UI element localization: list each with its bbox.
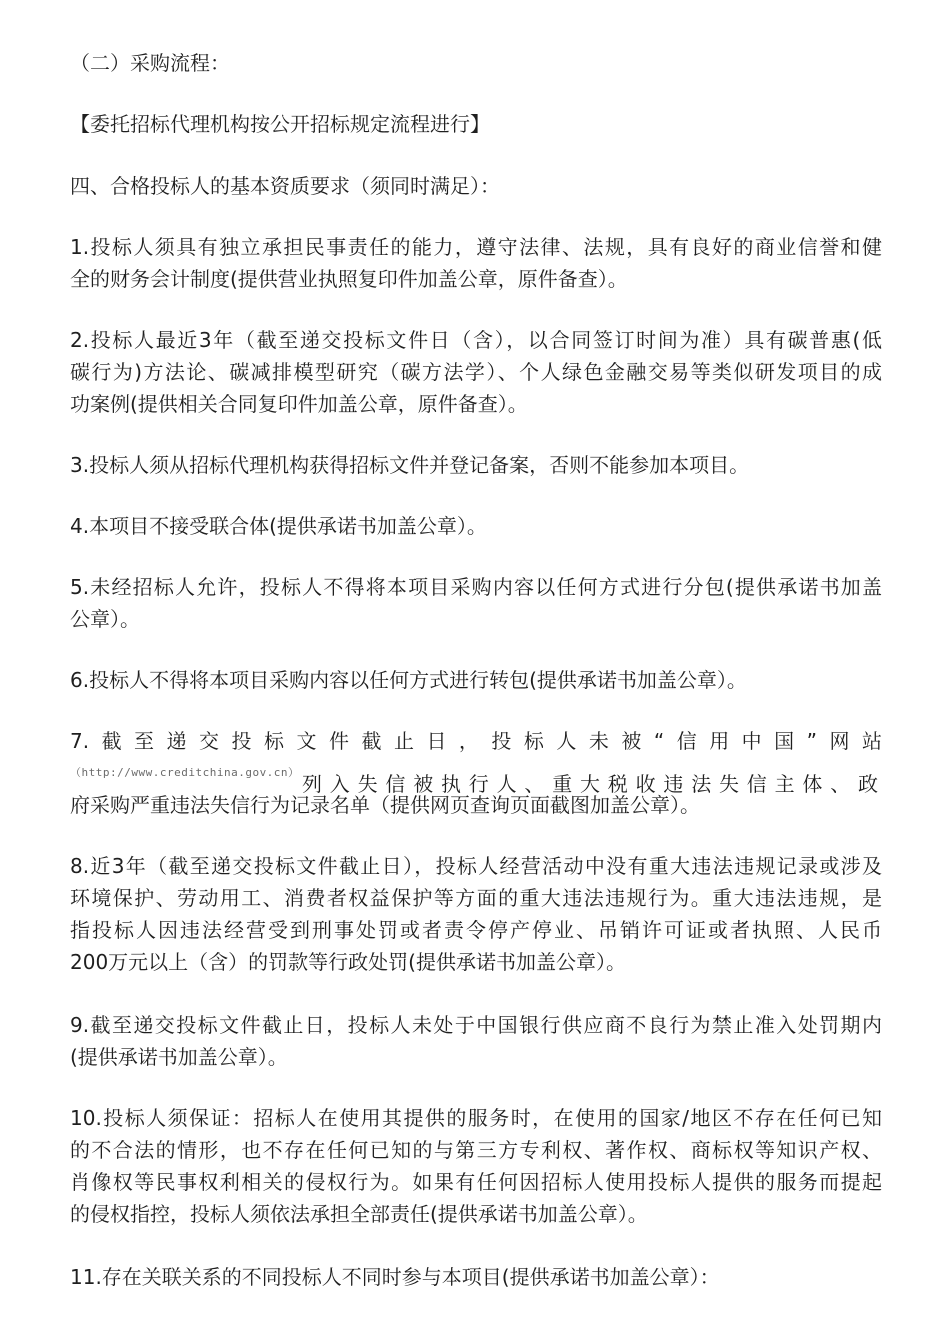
req-10-line-1: 10.投标人须保证：招标人在使用其提供的服务时，在使用的国家/地区不存在任何已知	[70, 1106, 882, 1130]
req-7-line-3: 府采购严重违法失信行为记录名单（提供网页查询页面截图加盖公章）。	[70, 793, 700, 817]
section-heading-procurement-process: （二）采购流程：	[70, 51, 230, 75]
req-10-line-4: 的侵权指控，投标人须依法承担全部责任(提供承诺书加盖公章）。	[70, 1202, 648, 1226]
req-5-line-2: 公章）。	[70, 607, 140, 631]
req-11-line-1: 11.存在关联关系的不同投标人不同时参与本项目(提供承诺书加盖公章）：	[70, 1265, 720, 1289]
procurement-process-note: 【委托招标代理机构按公开招标规定流程进行】	[70, 112, 490, 136]
req-2-line-2: 碳行为)方法论、碳减排模型研究（碳方法学）、个人绿色金融交易等类似研发项目的成	[70, 360, 882, 384]
req-10-line-3: 肖像权等民事权利相关的侵权行为。如果有任何因招标人使用投标人提供的服务而提起	[70, 1170, 882, 1194]
req-9-line-1: 9.截至递交投标文件截止日，投标人未处于中国银行供应商不良行为禁止准入处罚期内	[70, 1013, 882, 1037]
req-8-line-3: 指投标人因违法经营受到刑事处罚或者责令停产停业、吊销许可证或者执照、人民币	[70, 918, 882, 942]
section-heading-qualifications: 四、合格投标人的基本资质要求（须同时满足）：	[70, 174, 500, 198]
req-1-line-2: 全的财务会计制度(提供营业执照复印件加盖公章，原件备查）。	[70, 267, 628, 291]
req-6-line-1: 6.投标人不得将本项目采购内容以任何方式进行转包(提供承诺书加盖公章）。	[70, 668, 747, 692]
req-2-line-3: 功案例(提供相关合同复印件加盖公章，原件备查）。	[70, 392, 528, 416]
req-5-line-1: 5.未经招标人允许，投标人不得将本项目采购内容以任何方式进行分包(提供承诺书加盖	[70, 575, 882, 599]
req-10-line-2: 的不合法的情形，也不存在任何已知的与第三方专利权、著作权、商标权等知识产权、	[70, 1138, 882, 1162]
req-8-line-2: 环境保护、劳动用工、消费者权益保护等方面的重大违法违规行为。重大违法违规，是	[70, 886, 882, 910]
req-3-line-1: 3.投标人须从招标代理机构获得招标文件并登记备案，否则不能参加本项目。	[70, 453, 750, 477]
req-8-line-4: 200万元以上（含）的罚款等行政处罚(提供承诺书加盖公章）。	[70, 950, 626, 974]
req-1-line-1: 1.投标人须具有独立承担民事责任的能力，遵守法律、法规，具有良好的商业信誉和健	[70, 235, 882, 259]
req-7-line-1: 7.截至递交投标文件截止日，投标人未被“信用中国”网站	[70, 729, 882, 753]
req-2-line-1: 2.投标人最近3年（截至递交投标文件日（含），以合同签订时间为准）具有碳普惠(低	[70, 328, 882, 352]
credit-china-url-link[interactable]: （http://www.creditchina.gov.cn）	[70, 766, 300, 779]
req-9-line-2: (提供承诺书加盖公章）。	[70, 1045, 288, 1069]
req-7-line-2-text: 列入失信被执行人、重大税收违法失信主体、政	[302, 772, 878, 796]
req-4-line-1: 4.本项目不接受联合体(提供承诺书加盖公章）。	[70, 514, 487, 538]
req-8-line-1: 8.近3年（截至递交投标文件截止日），投标人经营活动中没有重大违法违规记录或涉及	[70, 854, 882, 878]
